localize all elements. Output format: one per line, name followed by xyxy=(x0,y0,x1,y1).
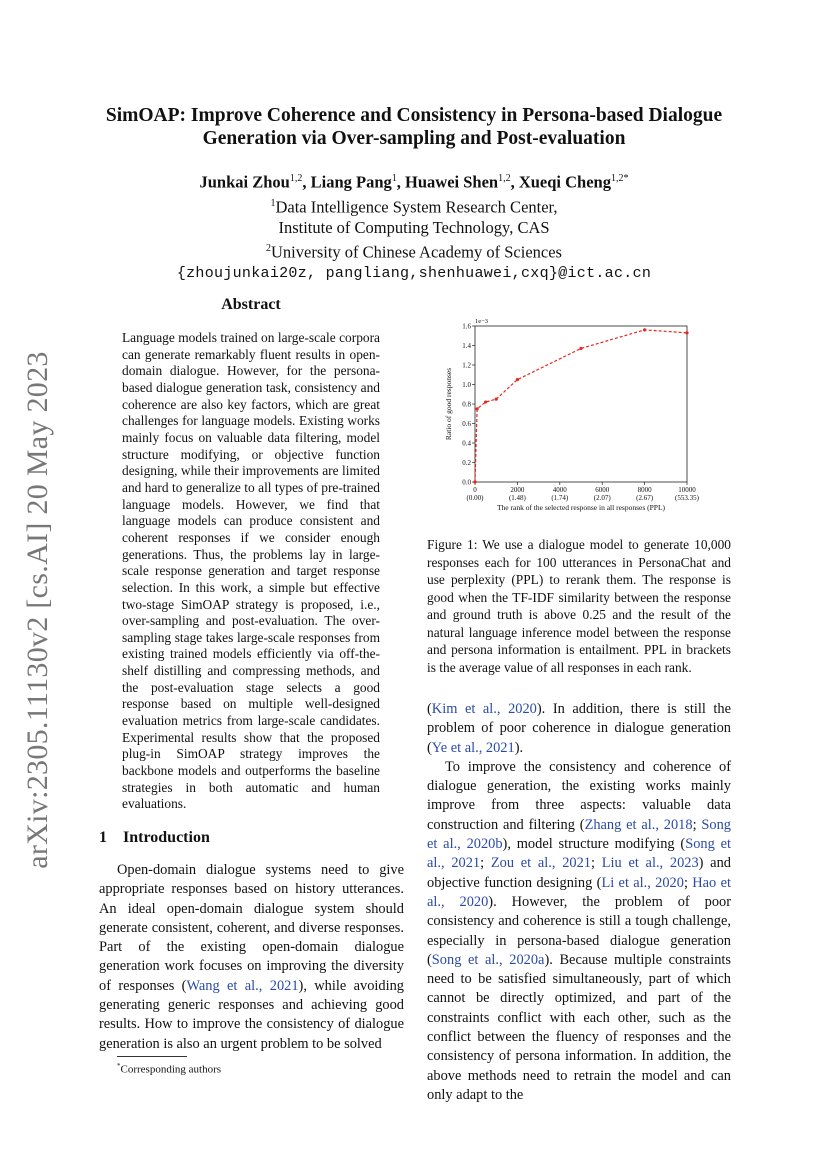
y-tick-label: 0.8 xyxy=(462,400,471,409)
data-point xyxy=(643,328,646,331)
footnote-divider xyxy=(117,1056,187,1057)
x-tick-label: 6000 xyxy=(595,486,610,494)
text-run: ; xyxy=(590,855,602,872)
data-point xyxy=(476,407,479,410)
text-run: ). Because multiple constraints need to be satisfied simultaneously, part of which cannot be directly optimized, and part of the constraints conflict with each other, such as the conflict between the fluency of responses and the consistency of persona information. In addition, the above methods need to retrain the model and can only adapt to the xyxy=(427,951,731,1103)
intro-paragraph xyxy=(99,861,404,1054)
author-name: Liang Pang xyxy=(310,172,392,192)
paper-title xyxy=(80,104,748,150)
data-point xyxy=(516,378,519,381)
author-name: Junkai Zhou xyxy=(199,172,290,192)
y-tick-label: 1.6 xyxy=(462,322,471,331)
x-tick-sublabel: (2.67) xyxy=(636,494,654,502)
affiliation-1-line-2: Institute of Computing Technology, CAS xyxy=(278,218,550,237)
footnote-text: Corresponding authors xyxy=(120,1063,222,1076)
x-axis-label: The rank of the selected response in all responses (PPL) xyxy=(496,503,666,512)
x-tick-label: 4000 xyxy=(552,486,567,494)
data-point xyxy=(484,400,487,403)
y-axis-label: Ratio of good responses xyxy=(444,367,453,441)
text-run: . In addition, there is still the problem of poor coherence in dialogue generation ( xyxy=(427,701,731,756)
text-run: ) and objective function designing ( xyxy=(427,855,731,891)
footnote xyxy=(117,1062,221,1076)
y-axis-multiplier: 1e−3 xyxy=(475,318,489,325)
text-run: ), model structure modifying ( xyxy=(502,836,686,853)
citation-link[interactable]: Wang et al., 2021 xyxy=(186,977,299,994)
data-point xyxy=(579,347,582,350)
author-name: Xueqi Cheng xyxy=(518,172,611,192)
x-tick-label: 2000 xyxy=(510,486,525,494)
figure-1-caption: Figure 1: We use a dialogue model to generate 10,000 responses each for 100 utterances in PersonaChat and use perplexity (PPL) to rerank them. The response is good when the TF-IDF similarity between the response and ground truth is above 0.25 and the result of the natural language inference model between the response and persona information is entailment. PPL in brackets is the average value of all responses in each rank. xyxy=(427,537,731,675)
y-tick-label: 0.0 xyxy=(462,478,471,487)
y-tick-label: 1.2 xyxy=(462,361,471,370)
y-tick-label: 1.0 xyxy=(462,381,471,389)
affiliation-text: University of Chinese Academy of Sciences xyxy=(271,242,562,262)
citation-link[interactable]: Kim et al., 2020 xyxy=(431,701,537,717)
x-tick-sublabel: (1.74) xyxy=(551,494,569,502)
x-tick-sublabel: (1.48) xyxy=(508,494,526,502)
citation-link[interactable]: Zhang et al., 2018 xyxy=(584,816,693,833)
citation-link[interactable]: Ye et al., 2021 xyxy=(431,739,515,756)
citation-link[interactable]: Liu et al., 2023 xyxy=(601,855,699,872)
author-affiliation-mark: 1 xyxy=(391,173,397,184)
text-run: ; xyxy=(692,816,702,833)
citation-link[interactable]: Song et al., 2020a xyxy=(431,951,545,968)
x-tick-label: 10000 xyxy=(678,486,696,494)
affiliation-2 xyxy=(80,238,748,263)
x-tick-label: 8000 xyxy=(637,486,652,494)
text-run: ; xyxy=(480,855,491,872)
section-heading-introduction xyxy=(99,829,210,847)
abstract-heading: Abstract xyxy=(221,296,281,313)
text-run: ). xyxy=(514,739,524,756)
citation-link[interactable]: Song et al., 2020b xyxy=(427,816,731,853)
paragraph xyxy=(427,758,731,1105)
title-line-2: Generation via Over-sampling and Post-evaluation xyxy=(202,128,626,149)
data-point xyxy=(495,398,498,401)
arxiv-watermark xyxy=(18,351,58,869)
text-run: ; xyxy=(683,874,693,891)
abstract-text: Language models trained on large-scale corpora can generate remarkably fluent results in open-domain dialogue. However, for the persona-based dialogue generation task, consistency and coherence are also key factors, which are great challenges for language models. Existing works mainly focus on valuable data filtering, model structure modifying, or objective function designing, while their improvements are limited and hard to generalize to all types of pre-trained language models. However, we find that language models can produce consistent and coherent responses if we consider enough generations. Thus, the problems lay in large-scale response generation and target response selection. In this work, a simple but effective two-stage SimOAP strategy is proposed, i.e., over-sampling and post-evaluation. The over-sampling stage takes large-scale responses from existing trained models efficiently via off-the-shelf distilling and compressing methods, and the post-evaluation stage selects a good response based on multiple well-designed evaluation metrics from large-scale candidates. Experimental results show that the proposed plug-in SimOAP strategy improves the backbone models and outperforms the baseline strategies in both automatic and human evaluations. xyxy=(122,330,380,812)
affiliation-text: Data Intelligence System Research Center, xyxy=(275,197,558,216)
x-tick-sublabel: (2.07) xyxy=(593,494,611,502)
citation-link[interactable]: Hao et al., 2020 xyxy=(427,874,731,910)
text-run: ), while avoiding generating generic responses and achieving good results. How to improve the consistency of dialogue generation is also an urgent problem to be solved xyxy=(99,977,404,1052)
figure-1-chart xyxy=(432,312,722,512)
y-tick-label: 1.4 xyxy=(462,342,471,350)
affiliation-1 xyxy=(80,193,748,218)
data-point xyxy=(685,331,688,334)
title-line-1: SimOAP: Improve Coherence and Consistency in Persona-based Dialogue xyxy=(105,105,723,126)
text-run: Open-domain dialogue systems need to give appropriate responses based on history utterances. An ideal open-domain dialogue system should generate consistent, coherent, and diverse responses. Part of the existing open-domain dialogue generation work focuses on improving the diversity of responses ( xyxy=(99,862,404,994)
section-number: 1 xyxy=(99,829,107,846)
right-column-text xyxy=(427,700,731,1105)
x-tick-sublabel: (0.00) xyxy=(466,494,484,502)
y-tick-label: 0.4 xyxy=(462,439,471,448)
author-name: Huawei Shen xyxy=(405,172,499,192)
author-affiliation-mark: 1,2 xyxy=(289,173,303,184)
y-tick-label: 0.2 xyxy=(462,459,471,467)
text-run: To improve the consistency and coherence of dialogue generation, the existing works mainly improve from three aspects: valuable data construction and filtering ( xyxy=(427,758,731,833)
author-affiliation-mark: 1,2 xyxy=(498,173,511,184)
text-run: ). However, the problem of poor consistency and coherence is still a tough challenge, especially in persona-based dialogue generation ( xyxy=(427,893,731,968)
section-title: Introduction xyxy=(123,829,210,846)
citation-link[interactable]: Li et al., 2020 xyxy=(601,874,684,891)
author-block xyxy=(80,168,748,284)
footnote-mark: * xyxy=(117,1062,121,1070)
author-affiliation-mark: 1,2* xyxy=(610,173,629,184)
affiliation-mark: 2 xyxy=(266,243,272,254)
paragraph: (Kim et al., 2020). In addition, there is still the problem of poor coherence in dialogue generation (Ye et al., 2021). xyxy=(427,701,731,756)
arxiv-id: arXiv:2305.11130v2 [cs.AI] 20 May 2023 xyxy=(21,351,54,869)
author-emails: {zhoujunkai20z, pangliang,shenhuawei,cxq}@ict.ac.cn xyxy=(176,264,652,282)
citation-link[interactable]: Song et al., 2021 xyxy=(427,836,731,872)
series-line xyxy=(475,330,687,482)
line-chart xyxy=(432,312,722,512)
affiliation-mark: 1 xyxy=(270,197,276,209)
author-names: Junkai Zhou$^{1,2}$, Liang Pang$^1$, Huawei Shen$^{1,2}$, Xueqi Cheng$^{1,2*}$ xyxy=(199,172,629,192)
y-tick-label: 0.6 xyxy=(462,420,471,428)
data-point xyxy=(473,480,476,483)
citation-link[interactable]: Zou et al., 2021 xyxy=(490,855,591,872)
x-tick-label: 0 xyxy=(473,486,477,494)
x-tick-sublabel: (553.35) xyxy=(675,494,699,502)
